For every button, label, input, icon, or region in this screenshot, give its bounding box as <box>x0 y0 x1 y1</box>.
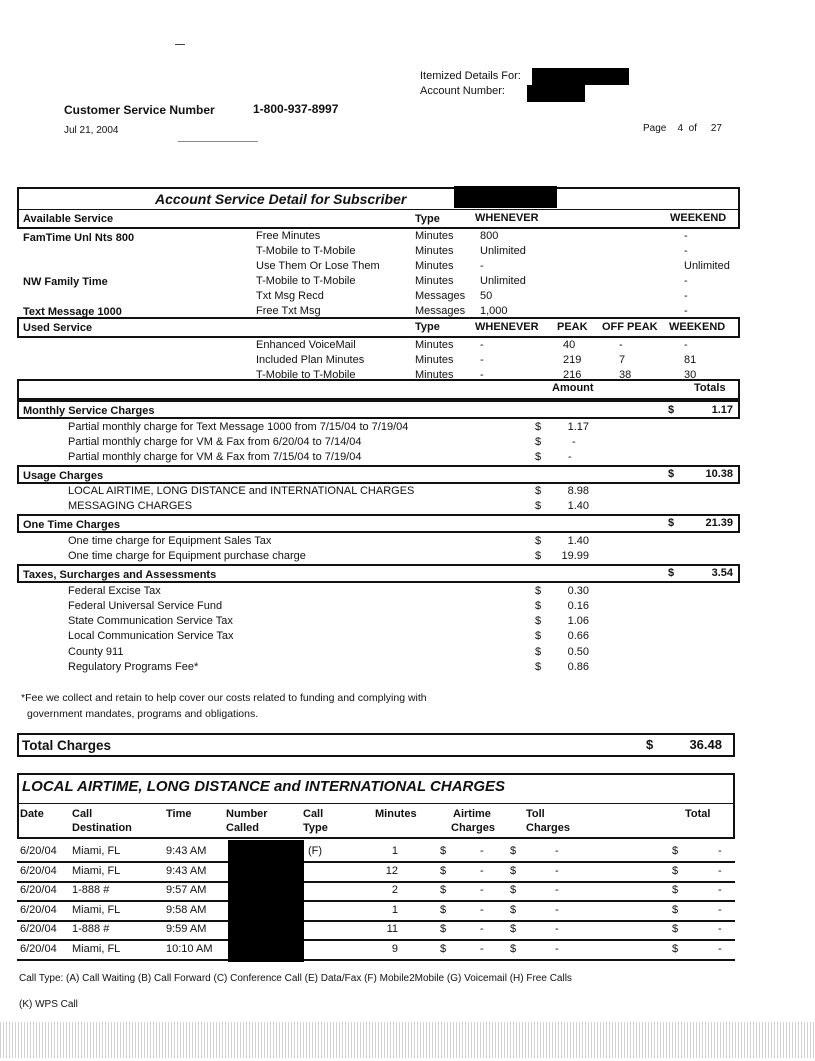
col-dest-2: Destination <box>72 822 132 834</box>
service-desc: Free Minutes <box>256 230 321 242</box>
charge-amount: 19.99 <box>561 550 589 562</box>
customer-service-number: 1-800-937-8997 <box>253 102 339 116</box>
onetime-total-sign: $ <box>668 517 675 529</box>
tax-amount: 0.66 <box>567 630 589 642</box>
col-number-1: Number <box>226 808 268 820</box>
total-amount: - <box>718 923 722 935</box>
call-type: (F) <box>308 845 323 857</box>
col-airtime-1: Airtime <box>453 808 491 820</box>
charge-sign: $ <box>535 500 542 512</box>
row-divider <box>17 861 735 863</box>
tax-sign: $ <box>535 600 542 612</box>
tax-sign: $ <box>535 585 542 597</box>
toll-amount: - <box>555 884 559 896</box>
call-minutes: 2 <box>391 884 398 896</box>
call-type-legend: Call Type: (A) Call Waiting (B) Call Forward (C) Conference Call (E) Data/Fax (F) Mobile2Mobile (G) Voicemail (H) Free Calls <box>19 973 572 984</box>
total-sign: $ <box>672 904 679 916</box>
airtime-amount: - <box>480 865 484 877</box>
used-offpeak: - <box>619 339 623 351</box>
airtime-sign: $ <box>440 943 447 955</box>
redacted-account <box>527 85 585 102</box>
service-type: Messages <box>415 305 466 317</box>
total-amount: - <box>718 845 722 857</box>
airtime-amount: - <box>480 884 484 896</box>
col-type-2: Type <box>303 822 328 834</box>
used-whenever: - <box>480 369 484 381</box>
account-detail-title: Account Service Detail for Subscriber <box>155 191 407 207</box>
account-number-label: Account Number: <box>420 85 505 97</box>
col-date: Date <box>20 808 44 820</box>
service-desc: Txt Msg Recd <box>256 290 324 302</box>
col-dest-1: Call <box>72 808 93 820</box>
service-type: Minutes <box>415 275 454 287</box>
available-weekend-header: WEEKEND <box>670 212 727 224</box>
tax-desc: County 911 <box>68 646 124 658</box>
toll-amount: - <box>555 845 559 857</box>
col-time: Time <box>166 808 192 820</box>
page-number: 4 <box>677 123 684 134</box>
toll-sign: $ <box>510 904 517 916</box>
service-weekend: - <box>684 305 688 317</box>
onetime-charges-label: One Time Charges <box>23 519 120 531</box>
toll-sign: $ <box>510 923 517 935</box>
col-total: Total <box>685 808 711 820</box>
available-type-header: Type <box>415 213 440 225</box>
tax-desc: Federal Universal Service Fund <box>68 600 223 612</box>
call-minutes: 12 <box>385 865 398 877</box>
usage-charges-label: Usage Charges <box>23 470 104 482</box>
charge-desc: MESSAGING CHARGES <box>68 500 193 512</box>
used-weekend-header: WEEKEND <box>669 321 726 333</box>
totals-header: Totals <box>694 382 726 394</box>
monthly-total-sign: $ <box>668 404 675 416</box>
used-weekend: 30 <box>684 369 697 381</box>
total-sign: $ <box>672 845 679 857</box>
total-amount: - <box>718 904 722 916</box>
scan-mark <box>178 141 258 142</box>
monthly-charges-label: Monthly Service Charges <box>23 405 155 417</box>
used-offpeak: 7 <box>619 354 626 366</box>
service-desc: T-Mobile to T-Mobile <box>256 275 356 287</box>
scan-mark <box>175 44 185 45</box>
onetime-charges-box <box>17 514 740 533</box>
used-peak: 219 <box>563 354 582 366</box>
service-weekend: - <box>684 290 688 302</box>
tax-desc: Federal Excise Tax <box>68 585 161 597</box>
charge-amount: - <box>568 451 572 463</box>
charge-desc: One time charge for Equipment Sales Tax <box>68 535 272 547</box>
used-offpeak-header: OFF PEAK <box>602 321 658 333</box>
total-amount: - <box>718 884 722 896</box>
used-weekend: 81 <box>684 354 697 366</box>
toll-amount: - <box>555 904 559 916</box>
total-sign: $ <box>672 865 679 877</box>
charge-desc: LOCAL AIRTIME, LONG DISTANCE and INTERNATIONAL CHARGES <box>68 485 415 497</box>
call-minutes: 1 <box>391 904 398 916</box>
available-whenever-header: WHENEVER <box>475 212 539 224</box>
charge-desc: Partial monthly charge for VM & Fax from 6/20/04 to 7/14/04 <box>68 436 362 448</box>
service-whenever: Unlimited <box>480 245 526 257</box>
row-divider <box>17 881 735 883</box>
call-date: 6/20/04 <box>20 923 57 935</box>
charge-sign: $ <box>535 550 542 562</box>
plan-name: NW Family Time <box>23 276 108 288</box>
charge-amount: 1.17 <box>567 421 589 433</box>
usage-charges-box <box>17 465 740 484</box>
usage-total: 10.38 <box>705 468 733 480</box>
charge-sign: $ <box>535 451 542 463</box>
total-charges-label: Total Charges <box>22 738 112 753</box>
used-type: Minutes <box>415 354 454 366</box>
used-peak-header: PEAK <box>557 321 588 333</box>
service-weekend: - <box>684 275 688 287</box>
used-type: Minutes <box>415 369 454 381</box>
call-date: 6/20/04 <box>20 845 57 857</box>
of-label: of <box>688 123 697 134</box>
service-whenever: 800 <box>480 230 499 242</box>
service-desc: Use Them Or Lose Them <box>256 260 380 272</box>
charge-sign: $ <box>535 421 542 433</box>
used-weekend: - <box>684 339 688 351</box>
plan-name: FamTime Unl Nts 800 <box>23 232 135 244</box>
col-type-1: Call <box>303 808 324 820</box>
charge-amount: 1.40 <box>567 535 589 547</box>
tax-amount: 1.06 <box>567 615 589 627</box>
used-desc: Included Plan Minutes <box>256 354 365 366</box>
total-sign: $ <box>672 923 679 935</box>
row-divider <box>17 920 735 922</box>
taxes-total-sign: $ <box>668 567 675 579</box>
charge-desc: Partial monthly charge for Text Message 1000 from 7/15/04 to 7/19/04 <box>68 421 409 433</box>
toll-sign: $ <box>510 865 517 877</box>
call-time: 9:43 AM <box>166 845 207 857</box>
available-service-header: Available Service <box>23 213 114 225</box>
airtime-amount: - <box>480 923 484 935</box>
statement-date: Jul 21, 2004 <box>64 125 119 136</box>
call-date: 6/20/04 <box>20 904 57 916</box>
airtime-amount: - <box>480 943 484 955</box>
service-desc: Free Txt Msg <box>256 305 321 317</box>
call-time: 9:59 AM <box>166 923 207 935</box>
used-peak: 40 <box>563 339 576 351</box>
call-time: 9:43 AM <box>166 865 207 877</box>
charge-sign: $ <box>535 436 542 448</box>
page-label: Page <box>643 123 667 134</box>
call-destination: Miami, FL <box>72 904 121 916</box>
tax-amount: 0.86 <box>567 661 589 673</box>
service-weekend: - <box>684 230 688 242</box>
call-date: 6/20/04 <box>20 865 57 877</box>
toll-sign: $ <box>510 884 517 896</box>
tax-sign: $ <box>535 630 542 642</box>
charge-amount: 1.40 <box>567 500 589 512</box>
total-sign: $ <box>672 943 679 955</box>
tax-sign: $ <box>535 646 542 658</box>
taxes-label: Taxes, Surcharges and Assessments <box>23 569 217 581</box>
airtime-amount: - <box>480 845 484 857</box>
taxes-total: 3.54 <box>711 567 733 579</box>
call-minutes: 9 <box>391 943 398 955</box>
customer-service-label: Customer Service Number <box>64 103 215 117</box>
call-date: 6/20/04 <box>20 943 57 955</box>
service-whenever: Unlimited <box>480 275 526 287</box>
call-destination: Miami, FL <box>72 865 121 877</box>
tax-amount: 0.16 <box>567 600 589 612</box>
total-amount: - <box>718 865 722 877</box>
used-whenever-header: WHENEVER <box>475 321 539 333</box>
tax-desc: State Communication Service Tax <box>68 615 233 627</box>
total-charges-box <box>17 733 735 757</box>
total-amount: - <box>718 943 722 955</box>
service-whenever: 50 <box>480 290 493 302</box>
amount-header-box <box>17 379 740 400</box>
airtime-sign: $ <box>440 904 447 916</box>
airtime-sign: $ <box>440 865 447 877</box>
tax-sign: $ <box>535 661 542 673</box>
col-airtime-2: Charges <box>451 822 496 834</box>
redacted-subscriber <box>454 186 557 208</box>
call-time: 10:10 AM <box>166 943 213 955</box>
amount-header: Amount <box>552 382 594 394</box>
used-desc: T-Mobile to T-Mobile <box>256 369 356 381</box>
plan-name: Text Message 1000 <box>23 306 122 318</box>
footnote-line2: government mandates, programs and obligations. <box>27 708 259 720</box>
toll-amount: - <box>555 943 559 955</box>
redacted-numbers <box>228 840 304 962</box>
tax-desc: Regulatory Programs Fee* <box>68 661 199 673</box>
service-weekend: - <box>684 245 688 257</box>
call-date: 6/20/04 <box>20 884 57 896</box>
airtime-sign: $ <box>440 845 447 857</box>
used-type-header: Type <box>415 321 440 333</box>
used-desc: Enhanced VoiceMail <box>256 339 356 351</box>
call-destination: Miami, FL <box>72 845 121 857</box>
scan-noise <box>0 1022 815 1058</box>
call-minutes: 11 <box>386 923 398 935</box>
toll-sign: $ <box>510 943 517 955</box>
footnote-line1: *Fee we collect and retain to help cover our costs related to funding and complying with <box>21 692 427 704</box>
call-detail-title: LOCAL AIRTIME, LONG DISTANCE and INTERNATIONAL CHARGES <box>22 778 506 795</box>
charge-desc: One time charge for Equipment purchase charge <box>68 550 306 562</box>
service-type: Messages <box>415 290 466 302</box>
itemized-label: Itemized Details For: <box>420 70 521 82</box>
page-indicator <box>643 123 722 134</box>
charge-sign: $ <box>535 535 542 547</box>
col-minutes: Minutes <box>375 808 417 820</box>
call-destination: Miami, FL <box>72 943 121 955</box>
service-whenever: 1,000 <box>480 305 508 317</box>
call-time: 9:57 AM <box>166 884 207 896</box>
call-destination: 1-888 # <box>72 923 110 935</box>
service-type: Minutes <box>415 230 454 242</box>
service-weekend: Unlimited <box>684 260 730 272</box>
tax-amount: 0.30 <box>567 585 589 597</box>
service-desc: T-Mobile to T-Mobile <box>256 245 356 257</box>
used-service-header: Used Service <box>23 322 93 334</box>
used-peak: 216 <box>563 369 582 381</box>
call-time: 9:58 AM <box>166 904 207 916</box>
used-whenever: - <box>480 339 484 351</box>
total-charges-amount: 36.48 <box>689 737 722 752</box>
onetime-total: 21.39 <box>705 517 733 529</box>
total-charges-sign: $ <box>646 737 654 752</box>
tax-sign: $ <box>535 615 542 627</box>
redacted-name <box>532 68 629 85</box>
used-offpeak: 38 <box>619 369 632 381</box>
service-type: Minutes <box>415 260 454 272</box>
toll-amount: - <box>555 865 559 877</box>
row-divider <box>17 939 735 941</box>
used-type: Minutes <box>415 339 454 351</box>
row-divider <box>17 959 735 961</box>
charge-sign: $ <box>535 485 542 497</box>
monthly-total: 1.17 <box>711 404 733 416</box>
toll-amount: - <box>555 923 559 935</box>
usage-total-sign: $ <box>668 468 675 480</box>
service-type: Minutes <box>415 245 454 257</box>
charge-amount: 8.98 <box>567 485 589 497</box>
row-divider <box>17 900 735 902</box>
airtime-sign: $ <box>440 884 447 896</box>
call-destination: 1-888 # <box>72 884 110 896</box>
airtime-sign: $ <box>440 923 447 935</box>
col-toll-2: Charges <box>526 822 571 834</box>
call-type-legend-2: (K) WPS Call <box>19 999 78 1010</box>
total-sign: $ <box>672 884 679 896</box>
col-toll-1: Toll <box>526 808 545 820</box>
service-whenever: - <box>480 260 484 272</box>
call-minutes: 1 <box>391 845 398 857</box>
page-total: 27 <box>710 123 722 134</box>
toll-sign: $ <box>510 845 517 857</box>
charge-desc: Partial monthly charge for VM & Fax from 7/15/04 to 7/19/04 <box>68 451 362 463</box>
airtime-amount: - <box>480 904 484 916</box>
charge-amount: - <box>572 436 576 448</box>
col-number-2: Called <box>226 822 260 834</box>
tax-desc: Local Communication Service Tax <box>68 630 234 642</box>
tax-amount: 0.50 <box>567 646 589 658</box>
used-whenever: - <box>480 354 484 366</box>
